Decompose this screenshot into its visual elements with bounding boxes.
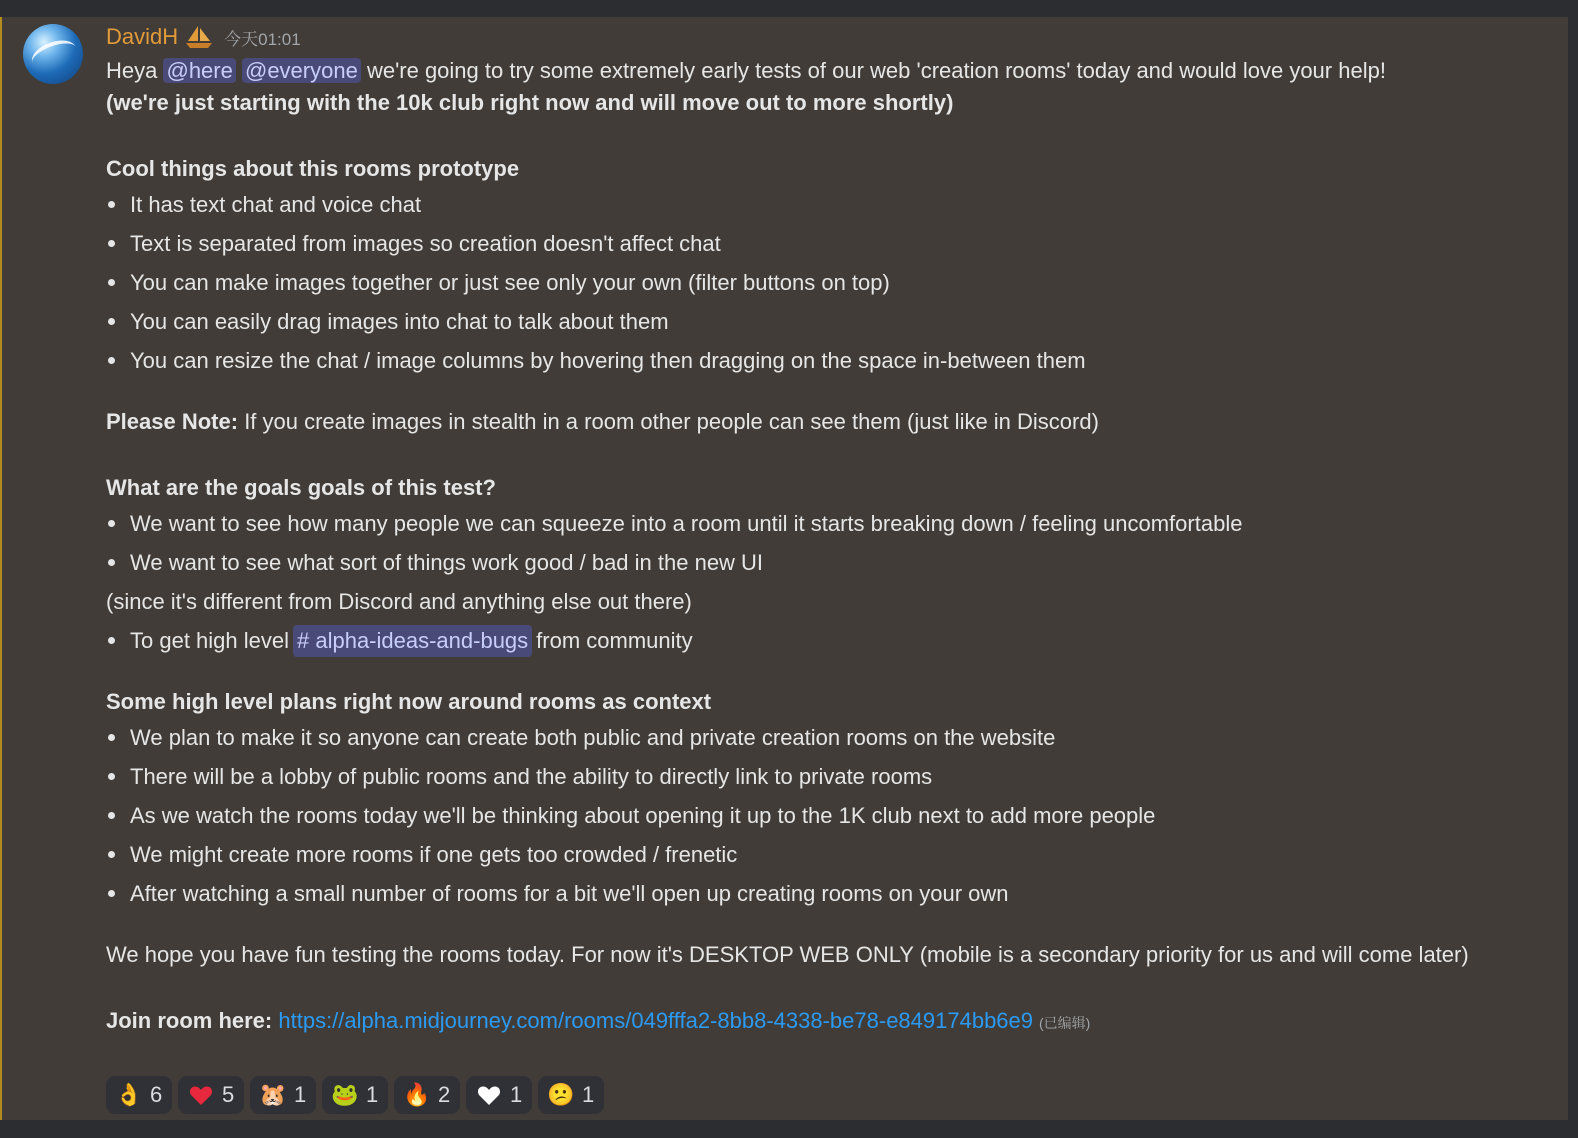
list-item: Text is separated from images so creation doesn't affect chat xyxy=(106,224,1556,263)
list-item: It has text chat and voice chat xyxy=(106,185,1556,224)
message-content xyxy=(106,55,1556,1039)
list-item: There will be a lobby of public rooms and the ability to directly link to private rooms xyxy=(106,757,1556,796)
reaction-count: 1 xyxy=(294,1082,307,1107)
intro-line xyxy=(106,55,1556,87)
mention-everyone[interactable]: @everyone xyxy=(242,58,361,83)
list-item: We want to see what sort of things work good / bad in the new UI xyxy=(106,543,1556,582)
message-header xyxy=(106,23,301,51)
intro-prefix: Heya xyxy=(106,58,158,83)
custom-emoji-icon: 🐹 xyxy=(259,1082,287,1107)
bottom-bar xyxy=(0,1120,1578,1138)
frog-emoji-icon: 🐸 xyxy=(331,1082,359,1107)
sailboat-icon xyxy=(184,24,214,50)
closing-text: We hope you have fun testing the rooms today. For now it's DESKTOP WEB ONLY (mobile is a secondary priority for us and will come later) xyxy=(106,942,1469,967)
channel-link-alpha-ideas-and-bugs[interactable]: # alpha-ideas-and-bugs xyxy=(293,625,532,657)
section-heading-goals: What are the goals goals of this test? xyxy=(106,475,496,500)
chat-message xyxy=(0,17,1568,1120)
fire-icon: 🔥 xyxy=(403,1082,431,1107)
reaction-count: 5 xyxy=(222,1082,235,1107)
avatar[interactable] xyxy=(23,24,83,84)
reaction-confused-face[interactable] xyxy=(538,1076,604,1114)
list-item: We plan to make it so anyone can create both public and private creation rooms on the website xyxy=(106,718,1556,757)
reactions-bar xyxy=(106,1076,604,1114)
list-item: You can easily drag images into chat to talk about them xyxy=(106,302,1556,341)
mention-here[interactable]: @here xyxy=(163,58,235,83)
intro-bold-note: (we're just starting with the 10k club right now and will move out to more shortly) xyxy=(106,90,954,115)
list-item: To get high level # alpha-ideas-and-bugs from community xyxy=(106,621,1556,660)
join-line xyxy=(106,1005,1556,1039)
list-item: We might create more rooms if one gets too crowded / frenetic xyxy=(106,835,1556,874)
reaction-count: 1 xyxy=(366,1082,379,1107)
please-note-text: If you create images in stealth in a room other people can see them (just like in Discord) xyxy=(244,409,1099,434)
ok-hand-icon: 👌 xyxy=(115,1082,143,1107)
list-item: You can make images together or just see only your own (filter buttons on top) xyxy=(106,263,1556,302)
reaction-count: 2 xyxy=(438,1082,451,1107)
white-heart-icon xyxy=(476,1082,502,1108)
intro-text: we're going to try some extremely early tests of our web 'creation rooms' today and would love your help! xyxy=(366,58,1386,83)
reaction-white-heart[interactable] xyxy=(466,1076,532,1114)
reaction-frog-emoji[interactable] xyxy=(322,1076,388,1114)
section-heading-plans: Some high level plans right now around rooms as context xyxy=(106,689,712,714)
reaction-fire[interactable] xyxy=(394,1076,460,1114)
reaction-count: 1 xyxy=(582,1082,595,1107)
room-link[interactable]: https://alpha.midjourney.com/rooms/049fffa2-8bb8-4338-be78-e849174bb6e9 xyxy=(278,1008,1034,1033)
reaction-count: 6 xyxy=(150,1082,163,1107)
list-item: After watching a small number of rooms for a bit we'll open up creating rooms on your own xyxy=(106,874,1556,913)
red-heart-icon xyxy=(188,1082,214,1108)
section-heading-cool-things: Cool things about this rooms prototype xyxy=(106,156,520,181)
reaction-red-heart[interactable] xyxy=(178,1076,244,1114)
continuation-line: (since it's different from Discord and anything else out there) xyxy=(106,588,692,614)
timestamp: 今天01:01 xyxy=(224,29,301,49)
list-item: We want to see how many people we can squeeze into a room until it starts breaking down / feeling uncomfortable xyxy=(106,504,1556,543)
please-note-label: Please Note: xyxy=(106,409,239,434)
list-item: You can resize the chat / image columns by hovering then dragging on the space in-between them xyxy=(106,341,1556,380)
reaction-count: 1 xyxy=(510,1082,523,1107)
reaction-ok-hand[interactable] xyxy=(106,1076,172,1114)
edited-marker: (已编辑) xyxy=(1039,1015,1091,1031)
top-bar xyxy=(0,0,1578,17)
join-label: Join room here: xyxy=(106,1008,273,1033)
username[interactable]: DavidH xyxy=(106,24,179,49)
list-item: As we watch the rooms today we'll be thinking about opening it up to the 1K club next to add more people xyxy=(106,796,1556,835)
please-note-line xyxy=(106,406,1556,438)
reaction-custom-emoji[interactable] xyxy=(250,1076,316,1114)
confused-face-icon: 😕 xyxy=(547,1082,575,1107)
